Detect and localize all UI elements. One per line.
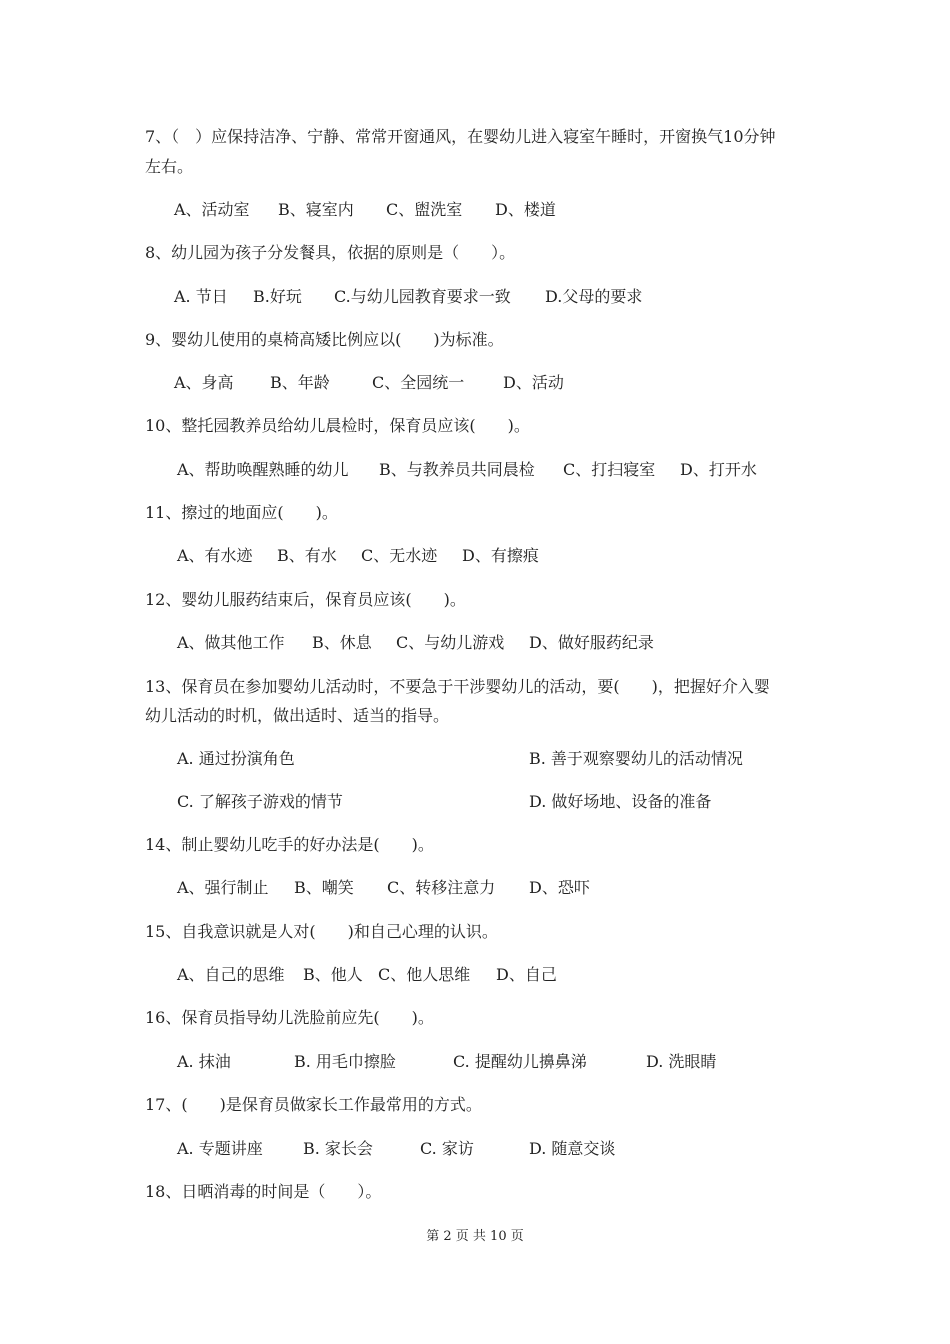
question-13-option-c: C. 了解孩子游戏的情节 bbox=[177, 792, 343, 811]
question-11-option-a: A、有水迹 bbox=[177, 546, 253, 565]
question-7-option-a: A、活动室 bbox=[174, 200, 250, 219]
question-17-option-b: B. 家长会 bbox=[303, 1139, 373, 1158]
question-11-option-d: D、有擦痕 bbox=[462, 546, 539, 565]
question-12-option-d: D、做好服药纪录 bbox=[529, 633, 654, 652]
question-17-option-d: D. 随意交谈 bbox=[529, 1139, 616, 1158]
question-9-option-b: B、年龄 bbox=[270, 373, 330, 392]
question-14-option-c: C、转移注意力 bbox=[387, 878, 496, 897]
question-15-option-b: B、他人 bbox=[303, 965, 363, 984]
question-9-option-d: D、活动 bbox=[503, 373, 564, 392]
question-7-option-b: B、寝室内 bbox=[278, 200, 354, 219]
question-13-option-a: A. 通过扮演角色 bbox=[177, 749, 295, 768]
question-16-stem: 16、保育员指导幼儿洗脸前应先( )。 bbox=[145, 1008, 434, 1027]
question-15-option-c: C、他人思维 bbox=[378, 965, 471, 984]
question-10-option-a: A、帮助唤醒熟睡的幼儿 bbox=[177, 460, 349, 479]
question-17-option-a: A. 专题讲座 bbox=[177, 1139, 263, 1158]
page-footer: 第 2 页 共 10 页 bbox=[426, 1229, 524, 1244]
question-15-option-a: A、自己的思维 bbox=[177, 965, 285, 984]
question-12-option-a: A、做其他工作 bbox=[177, 633, 285, 652]
question-17-option-c: C. 家访 bbox=[420, 1139, 474, 1158]
question-16-option-c: C. 提醒幼儿擤鼻涕 bbox=[453, 1052, 587, 1071]
question-10-option-b: B、与教养员共同晨检 bbox=[379, 460, 535, 479]
question-16-option-d: D. 洗眼睛 bbox=[646, 1052, 717, 1071]
question-8-stem: 8、幼儿园为孩子分发餐具，依据的原则是（ ）。 bbox=[145, 243, 516, 262]
question-17-stem: 17、( )是保育员做家长工作最常用的方式。 bbox=[145, 1095, 482, 1114]
question-16-option-b: B. 用毛巾擦脸 bbox=[294, 1052, 396, 1071]
question-11-stem: 11、擦过的地面应( )。 bbox=[145, 503, 338, 522]
question-10-option-d: D、打开水 bbox=[680, 460, 757, 479]
question-7-option-c: C、盥洗室 bbox=[386, 200, 463, 219]
question-13-stem-line-1: 13、保育员在参加婴幼儿活动时，不要急于干涉婴幼儿的活动，要( )，把握好介入婴 bbox=[145, 677, 770, 696]
question-9-stem: 9、婴幼儿使用的桌椅高矮比例应以( )为标准。 bbox=[145, 330, 504, 349]
question-14-stem: 14、制止婴幼儿吃手的好办法是( )。 bbox=[145, 835, 434, 854]
question-14-option-a: A、强行制止 bbox=[177, 878, 269, 897]
question-10-option-c: C、打扫寝室 bbox=[563, 460, 656, 479]
question-10-stem: 10、整托园教养员给幼儿晨检时，保育员应该( )。 bbox=[145, 416, 530, 435]
question-15-option-d: D、自己 bbox=[496, 965, 557, 984]
question-13-stem-line-2: 幼儿活动的时机，做出适时、适当的指导。 bbox=[145, 706, 450, 725]
question-11-option-c: C、无水迹 bbox=[361, 546, 438, 565]
question-14-option-b: B、嘲笑 bbox=[294, 878, 354, 897]
question-12-option-c: C、与幼儿游戏 bbox=[396, 633, 505, 652]
question-18-stem: 18、日晒消毒的时间是（ ）。 bbox=[145, 1182, 382, 1201]
question-8-option-b: B.好玩 bbox=[253, 287, 302, 306]
question-8-option-c: C.与幼儿园教育要求一致 bbox=[334, 287, 511, 306]
question-7-stem-line-2: 左右。 bbox=[145, 157, 194, 176]
question-7-stem-line-1: 7、（ ）应保持洁净、宁静、常常开窗通风，在婴幼儿进入寝室午睡时，开窗换气10分钟 bbox=[145, 127, 776, 146]
question-14-option-d: D、恐吓 bbox=[529, 878, 590, 897]
question-11-option-b: B、有水 bbox=[277, 546, 337, 565]
question-8-option-d: D.父母的要求 bbox=[545, 287, 643, 306]
question-9-option-a: A、身高 bbox=[174, 373, 234, 392]
question-13-option-d: D. 做好场地、设备的准备 bbox=[529, 792, 712, 811]
question-13-option-b: B. 善于观察婴幼儿的活动情况 bbox=[529, 749, 743, 768]
question-15-stem: 15、自我意识就是人对( )和自己心理的认识。 bbox=[145, 922, 498, 941]
question-12-option-b: B、休息 bbox=[312, 633, 372, 652]
question-16-option-a: A. 抹油 bbox=[177, 1052, 231, 1071]
question-9-option-c: C、全园统一 bbox=[372, 373, 465, 392]
question-7-option-d: D、楼道 bbox=[495, 200, 556, 219]
question-8-option-a: A. 节日 bbox=[174, 287, 228, 306]
question-12-stem: 12、婴幼儿服药结束后，保育员应该( )。 bbox=[145, 590, 466, 609]
